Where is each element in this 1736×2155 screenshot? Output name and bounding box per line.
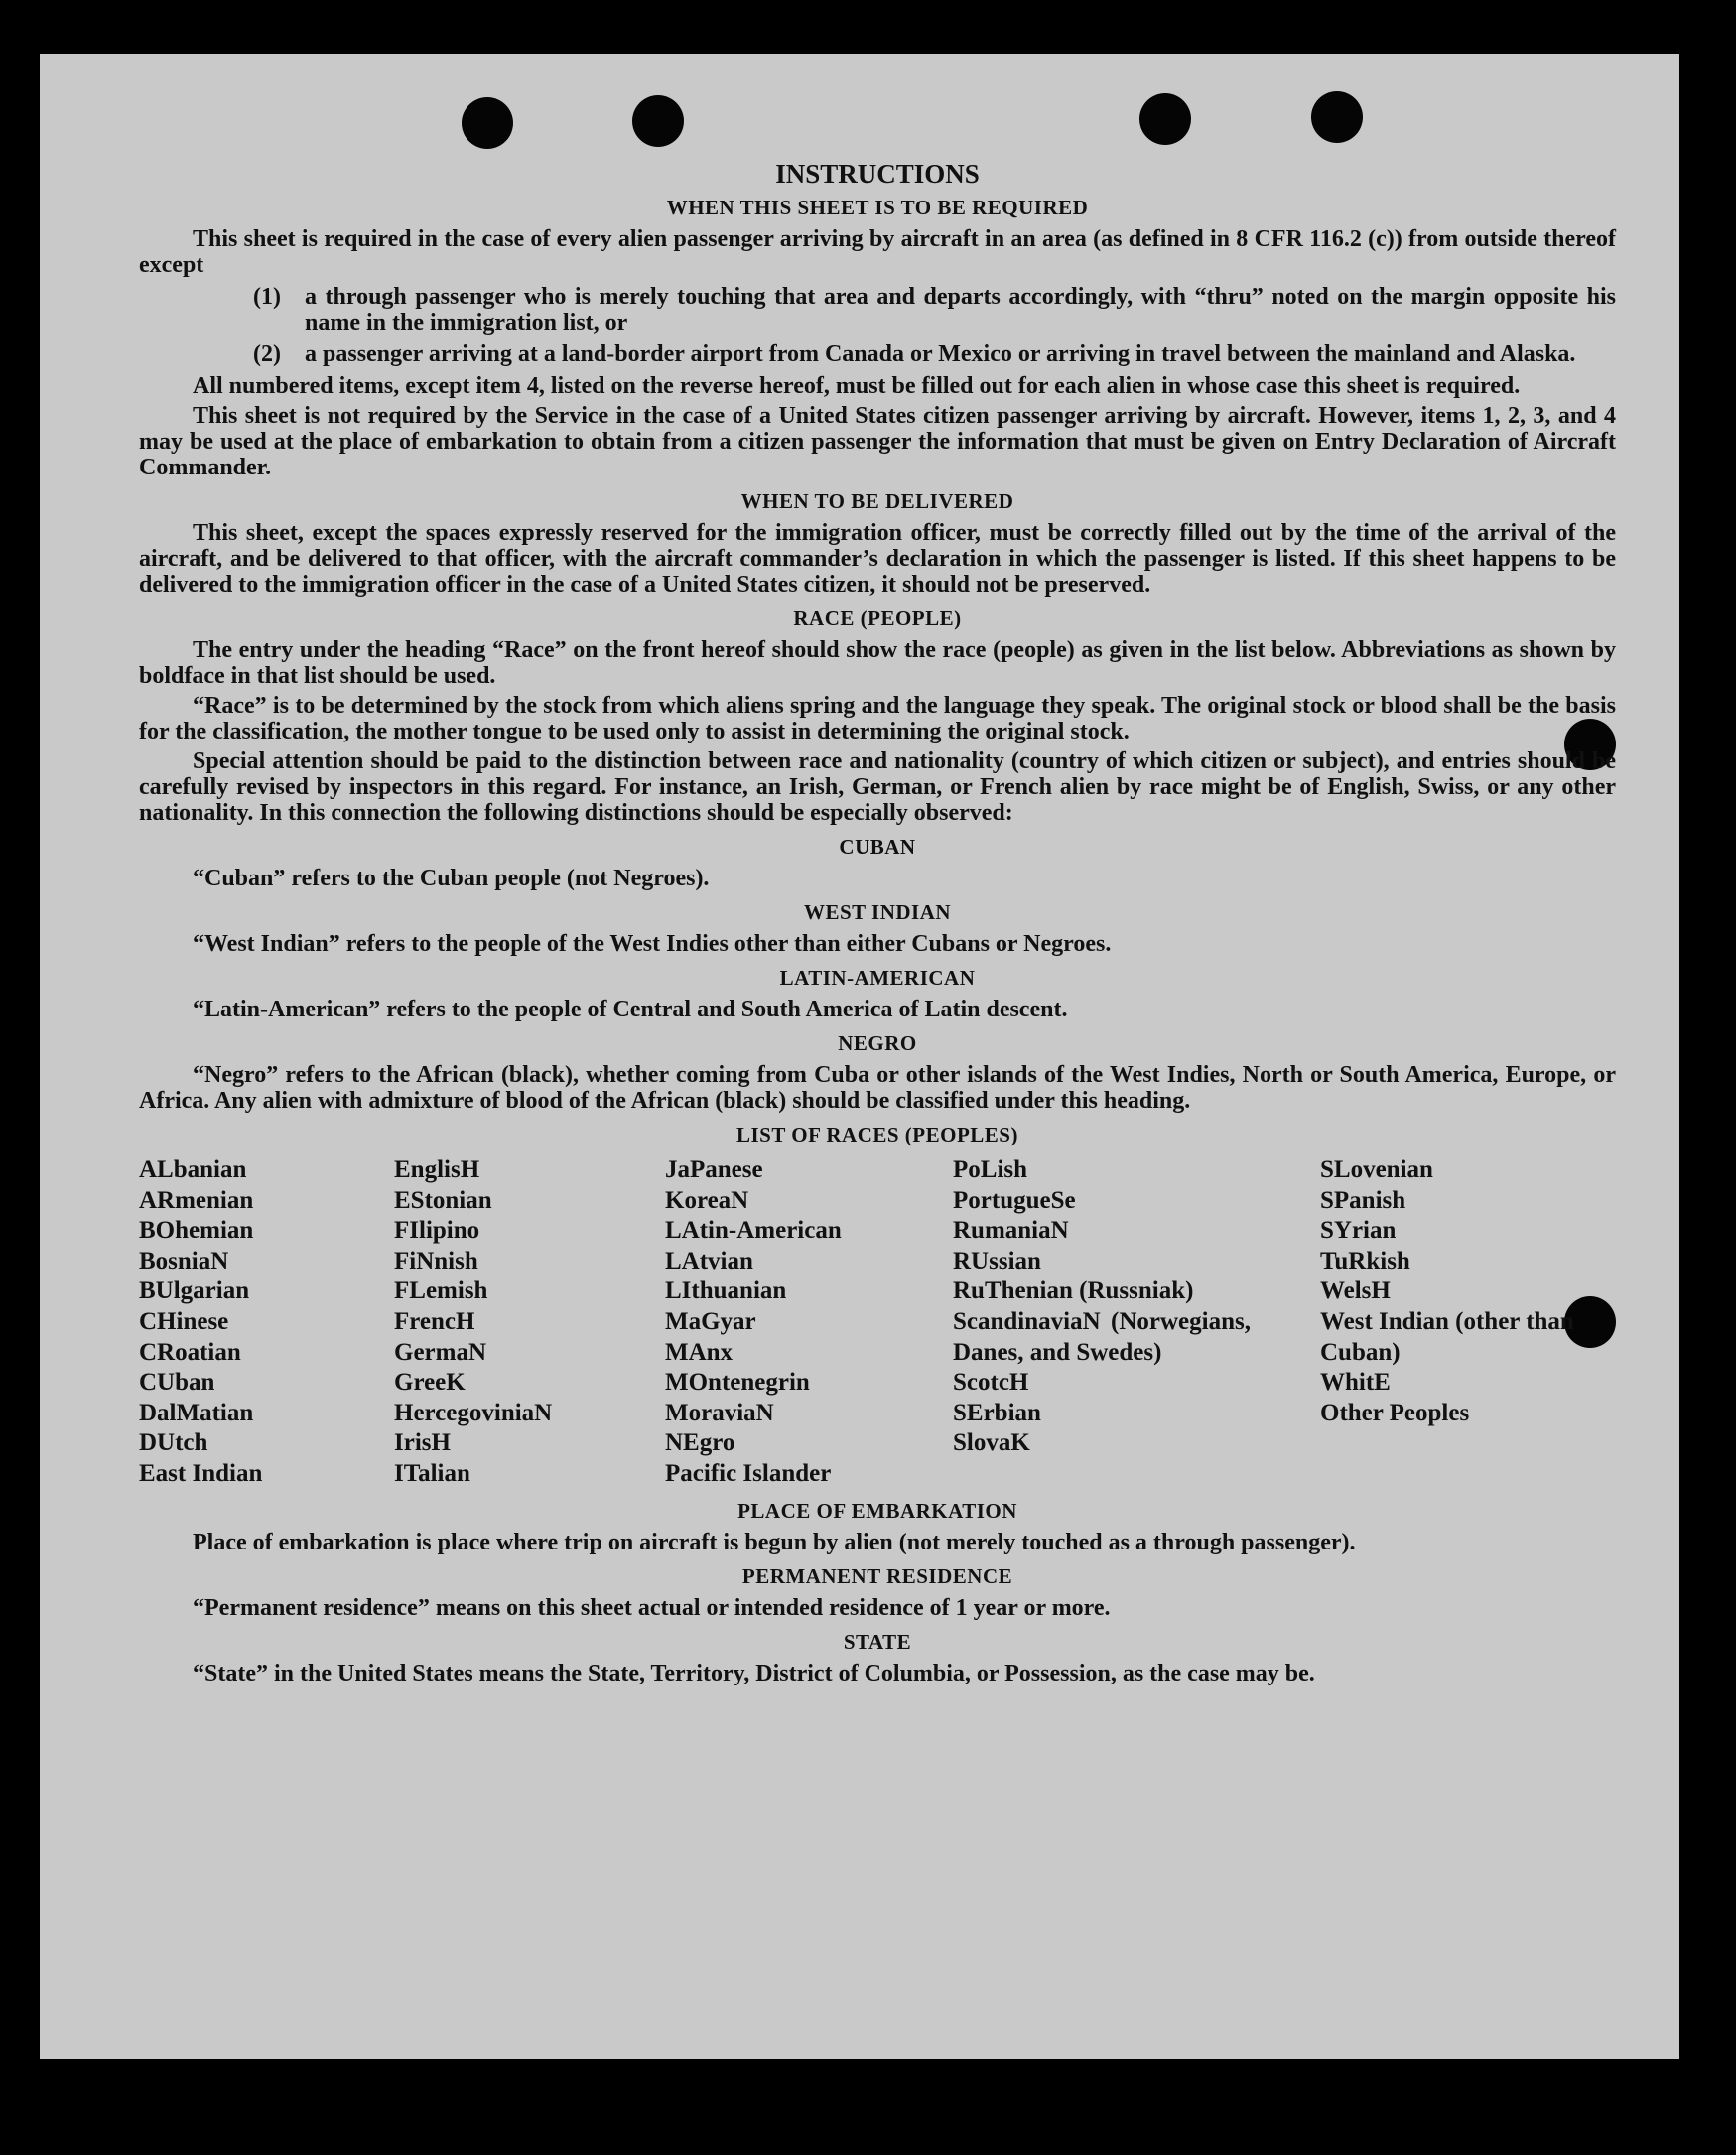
- race-entry: FLemish: [394, 1278, 488, 1305]
- race-column: [394, 1155, 665, 1490]
- section-heading-race-list: LIST OF RACES (PEOPLES): [736, 1123, 1018, 1146]
- race-entry: KoreaN: [665, 1186, 749, 1214]
- section-heading-state: STATE: [843, 1629, 912, 1654]
- state-paragraph: “State” in the United States means the State, Territory, District of Columbia, or Possession, as the case may be.: [193, 1660, 1315, 1686]
- race-entry: SlovaK: [953, 1429, 1030, 1457]
- section-heading-latin-american: LATIN-AMERICAN: [779, 966, 976, 990]
- race-column: [1320, 1155, 1588, 1490]
- race-entry: West Indian (other than Cuban): [1320, 1307, 1574, 1366]
- page-title: INSTRUCTIONS: [775, 159, 980, 189]
- race-entry: NEgro: [665, 1429, 735, 1457]
- exception-item: [139, 341, 1616, 367]
- race-entry: MAnx: [665, 1338, 734, 1366]
- residence-paragraph: “Permanent residence” means on this sheet actual or intended residence of 1 year or more.: [193, 1594, 1111, 1621]
- race-entry: WhitE: [1320, 1369, 1391, 1397]
- race-entry: EStonian: [394, 1186, 492, 1214]
- item-number: (2): [253, 341, 281, 367]
- race-paragraph-1: The entry under the heading “Race” on the front hereof should show the race (people) as given in the list below. Abbreviations as shown by boldface in that list should be used.: [139, 637, 1616, 689]
- race-entry: EnglisH: [394, 1156, 480, 1183]
- race-entry: MOntenegrin: [665, 1369, 810, 1397]
- race-entry: LAtvian: [665, 1247, 753, 1275]
- cuban-paragraph: “Cuban” refers to the Cuban people (not Negroes).: [193, 866, 710, 891]
- race-column: [139, 1155, 394, 1490]
- race-entry: MoraviaN: [665, 1399, 774, 1426]
- race-entry: BOhemian: [139, 1217, 254, 1245]
- race-entry: BUlgarian: [139, 1278, 250, 1305]
- punch-hole: [1139, 93, 1191, 145]
- punch-hole: [632, 95, 684, 147]
- instructions-content: [139, 161, 1616, 1690]
- section-heading-cuban: CUBAN: [839, 835, 916, 859]
- race-entry: FIlipino: [394, 1217, 480, 1245]
- race-list: [139, 1155, 1616, 1490]
- item-number: (1): [253, 284, 281, 310]
- section-heading-residence: PERMANENT RESIDENCE: [741, 1563, 1013, 1588]
- section-heading-embarkation: PLACE OF EMBARKATION: [737, 1498, 1017, 1523]
- race-column: [665, 1155, 953, 1490]
- punch-hole: [462, 97, 513, 149]
- race-entry: SYrian: [1320, 1217, 1397, 1245]
- race-entry: PoLish: [953, 1156, 1028, 1183]
- race-entry: CHinese: [139, 1307, 229, 1335]
- embarkation-paragraph: Place of embarkation is place where trip on aircraft is begun by alien (not merely touched as a through passenger).: [193, 1529, 1356, 1555]
- item-text: a passenger arriving at a land-border airport from Canada or Mexico or arriving in travel between the mainland and Alaska.: [305, 341, 1576, 367]
- race-entry: WelsH: [1320, 1278, 1391, 1305]
- numbered-items-paragraph: All numbered items, except item 4, listed on the reverse hereof, must be filled out for each alien in whose case this sheet is required.: [193, 373, 1521, 399]
- race-entry: GermaN: [394, 1338, 487, 1366]
- race-entry: JaPanese: [665, 1156, 763, 1183]
- race-entry: PortugueSe: [953, 1186, 1076, 1214]
- race-paragraph-2: “Race” is to be determined by the stock from which aliens spring and the language they speak. The original stock or blood shall be the basis for the classification, the mother tongue to be used only to assist in determining the original stock.: [139, 693, 1616, 744]
- race-entry: ScotcH: [953, 1369, 1029, 1397]
- citizen-paragraph: This sheet is not required by the Service in the case of a United States citizen passenger arriving by aircraft. However, items 1, 2, 3, and 4 may be used at the place of embarkation to obtain from a citizen passenger the information that must be given on Entry Declaration of Aircraft Commander.: [139, 403, 1616, 480]
- race-entry: East Indian: [139, 1459, 263, 1487]
- race-entry: FrencH: [394, 1307, 475, 1335]
- race-entry: CUban: [139, 1369, 215, 1397]
- latin-american-paragraph: “Latin-American” refers to the people of Central and South America of Latin descent.: [193, 997, 1068, 1022]
- race-entry: RumaniaN: [953, 1217, 1069, 1245]
- race-entry: ALbanian: [139, 1156, 247, 1183]
- section-heading-negro: NEGRO: [838, 1031, 917, 1055]
- race-entry: RuThenian (Russniak): [953, 1278, 1194, 1305]
- race-entry: HercegoviniaN: [394, 1399, 553, 1426]
- race-entry: DalMatian: [139, 1399, 254, 1426]
- race-entry: Other Peoples: [1320, 1399, 1470, 1426]
- race-column: [953, 1155, 1320, 1490]
- race-entry: TuRkish: [1320, 1247, 1410, 1275]
- exception-item: [139, 284, 1616, 336]
- race-entry: CRoatian: [139, 1338, 241, 1366]
- race-entry: ARmenian: [139, 1186, 254, 1214]
- section-heading-required: WHEN THIS SHEET IS TO BE REQUIRED: [666, 196, 1089, 219]
- section-heading-delivered: WHEN TO BE DELIVERED: [740, 489, 1014, 513]
- race-entry: ITalian: [394, 1459, 470, 1487]
- race-entry: LAtin-American: [665, 1217, 842, 1245]
- race-entry: LIthuanian: [665, 1278, 787, 1305]
- race-entry: SPanish: [1320, 1186, 1406, 1214]
- section-heading-west-indian: WEST INDIAN: [803, 900, 952, 924]
- race-entry: SLovenian: [1320, 1156, 1433, 1183]
- race-entry: ScandinaviaN (Norwegians, Danes, and Swedes): [953, 1307, 1251, 1366]
- race-entry: MaGyar: [665, 1307, 756, 1335]
- punch-hole: [1311, 91, 1363, 143]
- race-entry: DUtch: [139, 1429, 208, 1457]
- item-text: a through passenger who is merely touching that area and departs accordingly, with “thru” noted on the margin opposite his name in the immigration list, or: [305, 284, 1616, 336]
- race-entry: FiNnish: [394, 1247, 478, 1275]
- section-heading-race: RACE (PEOPLE): [793, 606, 962, 630]
- race-entry: GreeK: [394, 1369, 466, 1397]
- race-entry: BosniaN: [139, 1247, 229, 1275]
- race-entry: IrisH: [394, 1429, 451, 1457]
- required-intro: This sheet is required in the case of every alien passenger arriving by aircraft in an area (as defined in 8 CFR 116.2 (c)) from outside thereof except: [139, 226, 1616, 278]
- document-sheet: [40, 54, 1679, 2059]
- west-indian-paragraph: “West Indian” refers to the people of the West Indies other than either Cubans or Negroes.: [193, 931, 1112, 957]
- race-entry: RUssian: [953, 1247, 1041, 1275]
- race-entry: SErbian: [953, 1399, 1041, 1426]
- race-paragraph-3: Special attention should be paid to the distinction between race and nationality (country of which citizen or subject), and entries should be carefully revised by inspectors in this regard. For instance, an Irish, German, or French alien by race might be of English, Swiss, or any other nationality. In this connection the following distinctions should be especially observed:: [139, 748, 1616, 826]
- negro-paragraph: “Negro” refers to the African (black), whether coming from Cuba or other islands of the West Indies, North or South America, Europe, or Africa. Any alien with admixture of blood of the African (black) should be classified under this heading.: [139, 1062, 1616, 1114]
- delivered-paragraph: This sheet, except the spaces expressly reserved for the immigration officer, must be correctly filled out by the time of the arrival of the aircraft, and be delivered to that officer, with the aircraft commander’s declaration in which the passenger is listed. If this sheet happens to be delivered to the immigration officer in the case of a United States citizen, it should not be preserved.: [139, 520, 1616, 598]
- race-entry: Pacific Islander: [665, 1459, 832, 1487]
